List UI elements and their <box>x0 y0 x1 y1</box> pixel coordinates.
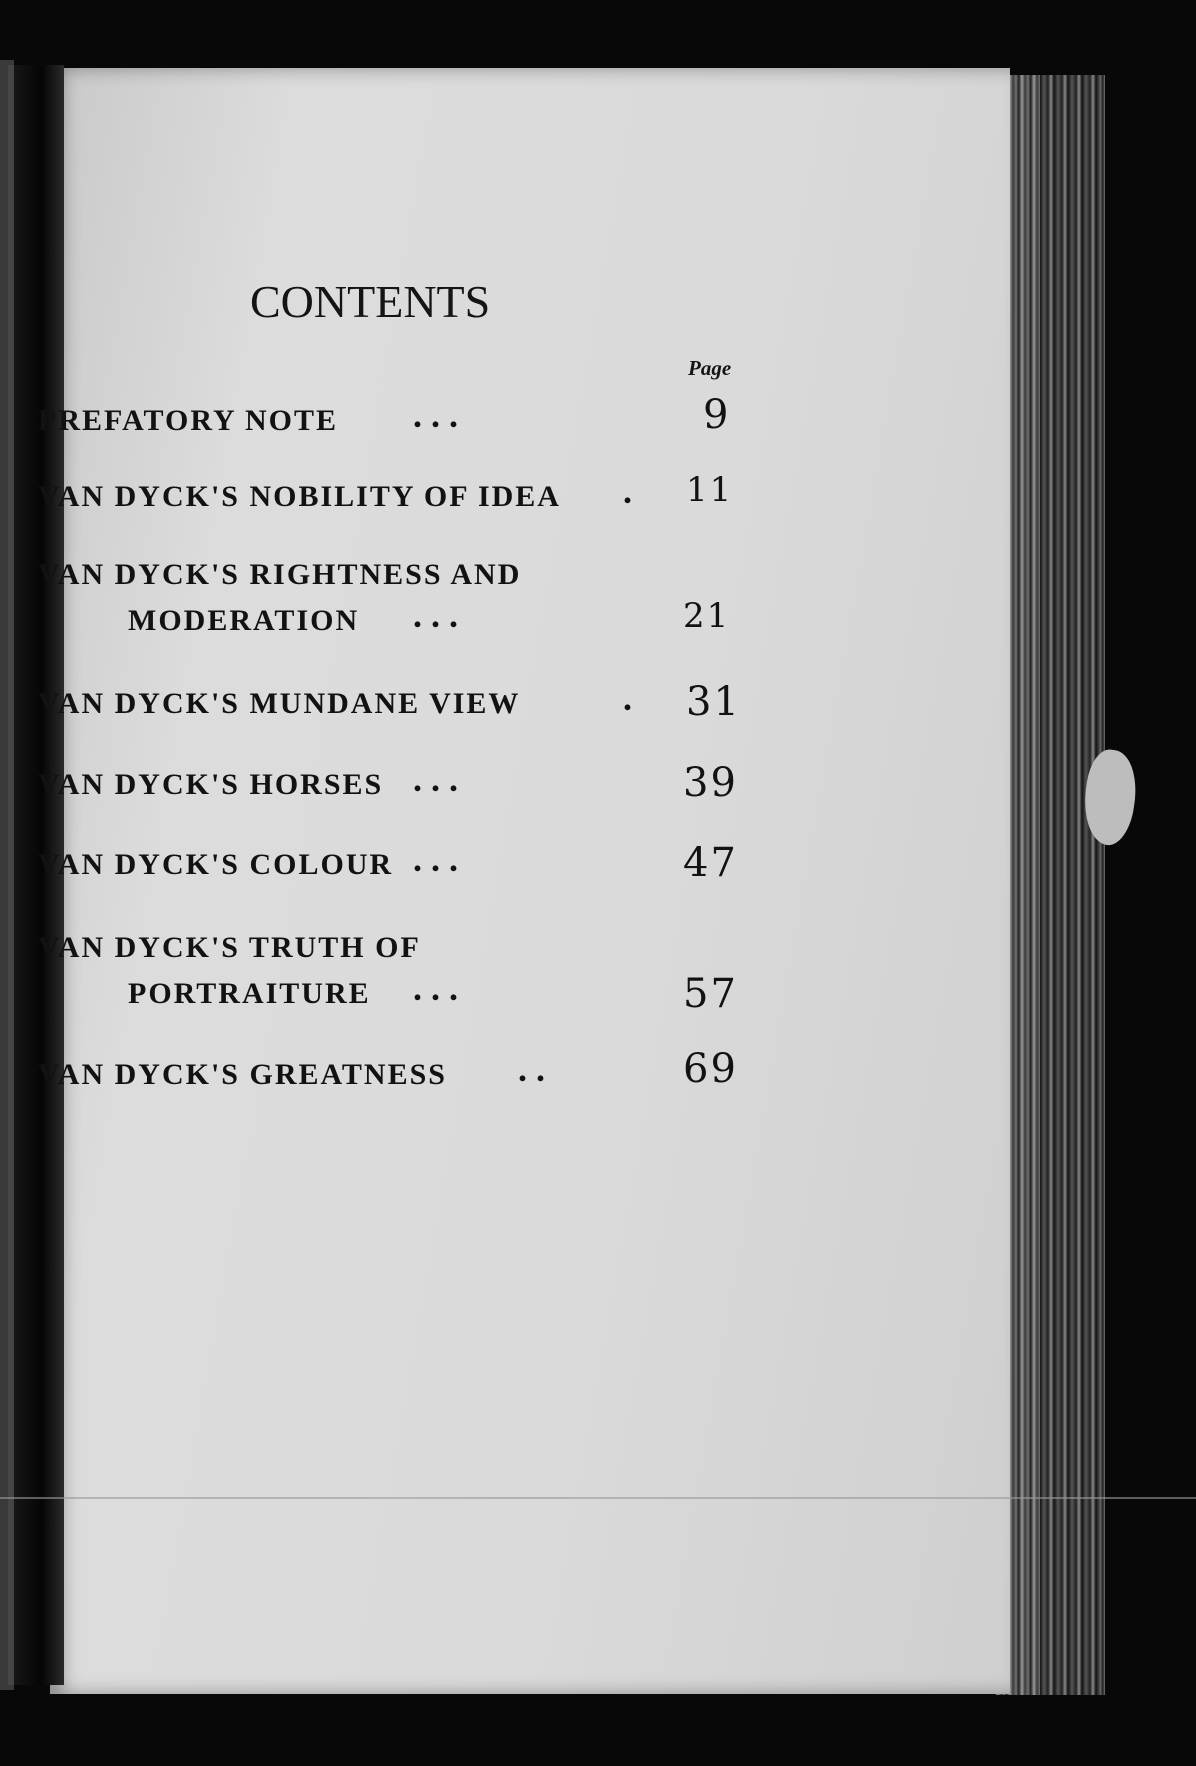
toc-page-number: 11 <box>686 470 734 510</box>
toc-leader-dots: . <box>623 678 632 718</box>
toc-leader-dots: . <box>623 471 632 511</box>
toc-page-number: 69 <box>683 1046 738 1092</box>
toc-page-number: 39 <box>683 760 738 806</box>
toc-entry-title: VAN DYCK'S NOBILITY OF IDEA <box>38 480 561 513</box>
toc-entry-title: PREFATORY NOTE <box>38 404 339 437</box>
contents-title: CONTENTS <box>250 276 491 327</box>
toc-leader-dots: . . . <box>413 595 458 635</box>
toc-leader-dots: . . . <box>413 395 458 435</box>
toc-page-number: 47 <box>683 840 738 886</box>
toc-entry-title: VAN DYCK'S GREATNESS <box>38 1058 447 1091</box>
toc-entry-horses[interactable] <box>38 759 738 808</box>
toc-entry-rightness-and-moderation[interactable] <box>38 552 738 644</box>
toc-page-number: 31 <box>686 679 741 725</box>
toc-entry-truth-of-portraiture[interactable] <box>38 925 738 1017</box>
toc-page-number: 9 <box>703 392 731 438</box>
toc-entry-greatness[interactable] <box>38 1046 738 1098</box>
toc-entry-mundane-view[interactable] <box>38 678 741 727</box>
toc-leader-dots: . . . <box>413 839 458 879</box>
toc-entry-title-continued: PORTRAITURE <box>128 977 371 1010</box>
toc-entry-title: VAN DYCK'S COLOUR <box>38 848 394 881</box>
toc-leader-dots: . . . <box>413 968 458 1008</box>
toc-entry-title: VAN DYCK'S HORSES <box>38 768 384 801</box>
toc-entry-title: VAN DYCK'S TRUTH OF <box>38 931 421 964</box>
toc-page-number: 21 <box>683 596 731 636</box>
toc-entry-title: VAN DYCK'S RIGHTNESS AND <box>38 558 522 591</box>
spine-edge <box>0 60 14 1690</box>
toc-entry-title-continued: MODERATION <box>128 604 360 637</box>
toc-entry-title: VAN DYCK'S MUNDANE VIEW <box>38 687 521 720</box>
toc-page-number: 57 <box>683 971 738 1017</box>
toc-leader-dots: . . . <box>413 759 458 799</box>
toc-leader-dots: . . <box>518 1049 545 1089</box>
toc-entry-nobility-of-idea[interactable] <box>38 470 738 520</box>
page-column-label: Page <box>688 356 732 380</box>
page-edges-inner <box>1040 75 1100 1695</box>
scan-line <box>0 1497 1196 1499</box>
toc-entry-colour[interactable] <box>38 839 738 888</box>
toc-entry-prefatory-note[interactable] <box>38 392 738 444</box>
